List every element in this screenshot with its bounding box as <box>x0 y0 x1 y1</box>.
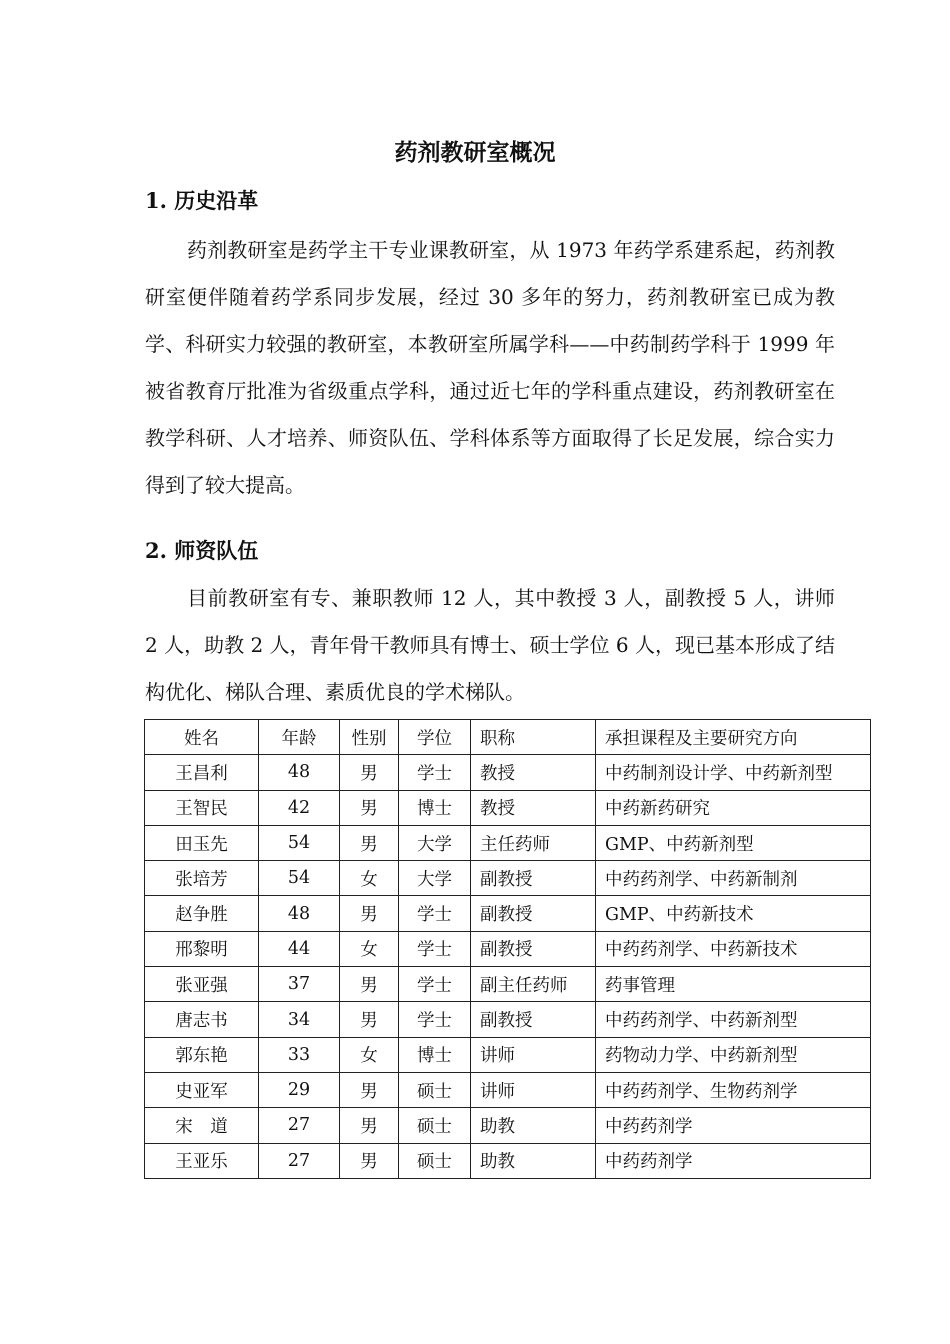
cell-name: 王昌利 <box>145 755 259 790</box>
cell-degree: 硕士 <box>399 1108 471 1143</box>
cell-age: 44 <box>259 931 340 966</box>
cell-age: 54 <box>259 825 340 860</box>
cell-sex: 男 <box>340 967 399 1002</box>
header-title: 职称 <box>471 720 596 755</box>
cell-title: 副教授 <box>471 931 596 966</box>
header-age: 年龄 <box>259 720 340 755</box>
section-heading-faculty: 2. 师资队伍 <box>145 538 259 563</box>
table-row <box>145 755 871 790</box>
cell-name: 宋 道 <box>145 1108 259 1143</box>
cell-sex: 女 <box>340 1037 399 1072</box>
cell-courses: 中药制剂设计学、中药新剂型 <box>596 755 871 790</box>
cell-sex: 女 <box>340 931 399 966</box>
history-paragraph: 药剂教研室是药学主干专业课教研室，从 1973 年药学系建系起，药剂教研室便伴随着药学系同步发展，经过 30 多年的努力，药剂教研室已成为教学、科研实力较强的教研室，本教研室所属学科——中药制药学科于 1999 年被省教育厅批准为省级重点学科，通过近七年的学科重点建设，药剂教研室在教学科研、人才培养、师资队伍、学科体系等方面取得了长足发展，综合实力得到了较大提高。 <box>145 238 835 497</box>
cell-title: 讲师 <box>471 1072 596 1107</box>
cell-name: 王亚乐 <box>145 1143 259 1178</box>
cell-degree: 学士 <box>399 1002 471 1037</box>
header-name: 姓名 <box>145 720 259 755</box>
cell-title: 助教 <box>471 1108 596 1143</box>
table-row <box>145 931 871 966</box>
table-row <box>145 1143 871 1178</box>
cell-title: 助教 <box>471 1143 596 1178</box>
table-row <box>145 896 871 931</box>
table-row <box>145 1037 871 1072</box>
cell-age: 29 <box>259 1072 340 1107</box>
header-sex: 性别 <box>340 720 399 755</box>
cell-title: 副教授 <box>471 861 596 896</box>
cell-sex: 男 <box>340 825 399 860</box>
cell-sex: 男 <box>340 896 399 931</box>
cell-title: 教授 <box>471 790 596 825</box>
cell-degree: 大学 <box>399 825 471 860</box>
cell-sex: 男 <box>340 1108 399 1143</box>
cell-title: 副教授 <box>471 896 596 931</box>
cell-age: 27 <box>259 1108 340 1143</box>
cell-title: 主任药师 <box>471 825 596 860</box>
header-courses: 承担课程及主要研究方向 <box>596 720 871 755</box>
cell-age: 27 <box>259 1143 340 1178</box>
table-row <box>145 967 871 1002</box>
cell-name: 赵争胜 <box>145 896 259 931</box>
cell-courses: 中药药剂学、中药新剂型 <box>596 1002 871 1037</box>
header-degree: 学位 <box>399 720 471 755</box>
cell-age: 48 <box>259 755 340 790</box>
cell-name: 张培芳 <box>145 861 259 896</box>
table-header-row <box>145 720 871 755</box>
table-row <box>145 1108 871 1143</box>
cell-name: 唐志书 <box>145 1002 259 1037</box>
cell-courses: 中药药剂学、生物药剂学 <box>596 1072 871 1107</box>
cell-courses: 药事管理 <box>596 967 871 1002</box>
cell-title: 教授 <box>471 755 596 790</box>
table-row <box>145 790 871 825</box>
cell-title: 副教授 <box>471 1002 596 1037</box>
cell-age: 54 <box>259 861 340 896</box>
cell-title: 讲师 <box>471 1037 596 1072</box>
cell-sex: 男 <box>340 790 399 825</box>
cell-age: 37 <box>259 967 340 1002</box>
cell-name: 田玉先 <box>145 825 259 860</box>
cell-sex: 男 <box>340 1143 399 1178</box>
cell-sex: 男 <box>340 1072 399 1107</box>
cell-title: 副主任药师 <box>471 967 596 1002</box>
cell-degree: 博士 <box>399 790 471 825</box>
cell-courses: 药物动力学、中药新剂型 <box>596 1037 871 1072</box>
cell-courses: 中药药剂学、中药新制剂 <box>596 861 871 896</box>
table-row <box>145 825 871 860</box>
cell-name: 郭东艳 <box>145 1037 259 1072</box>
table-row <box>145 861 871 896</box>
cell-courses: 中药药剂学、中药新技术 <box>596 931 871 966</box>
cell-degree: 学士 <box>399 967 471 1002</box>
cell-name: 史亚军 <box>145 1072 259 1107</box>
faculty-paragraph: 目前教研室有专、兼职教师 12 人，其中教授 3 人，副教授 5 人，讲师 2 人，助教 2 人，青年骨干教师具有博士、硕士学位 6 人，现已基本形成了结构优化、梯队合理、素质优良的学术梯队。 <box>145 586 835 704</box>
table-row <box>145 1002 871 1037</box>
page-title: 药剂教研室概况 <box>394 139 556 166</box>
cell-age: 34 <box>259 1002 340 1037</box>
cell-name: 王智民 <box>145 790 259 825</box>
cell-age: 48 <box>259 896 340 931</box>
cell-name: 张亚强 <box>145 967 259 1002</box>
cell-sex: 男 <box>340 1002 399 1037</box>
cell-degree: 硕士 <box>399 1072 471 1107</box>
cell-courses: 中药新药研究 <box>596 790 871 825</box>
cell-courses: 中药药剂学 <box>596 1108 871 1143</box>
cell-degree: 硕士 <box>399 1143 471 1178</box>
cell-degree: 大学 <box>399 861 471 896</box>
cell-sex: 男 <box>340 755 399 790</box>
cell-sex: 女 <box>340 861 399 896</box>
cell-degree: 学士 <box>399 931 471 966</box>
cell-name: 邢黎明 <box>145 931 259 966</box>
section-heading-history: 1. 历史沿革 <box>145 188 259 213</box>
cell-degree: 博士 <box>399 1037 471 1072</box>
cell-degree: 学士 <box>399 896 471 931</box>
cell-courses: 中药药剂学 <box>596 1143 871 1178</box>
cell-degree: 学士 <box>399 755 471 790</box>
cell-age: 42 <box>259 790 340 825</box>
cell-courses: GMP、中药新技术 <box>596 896 871 931</box>
cell-courses: GMP、中药新剂型 <box>596 825 871 860</box>
faculty-table <box>144 719 871 1179</box>
cell-age: 33 <box>259 1037 340 1072</box>
table-row <box>145 1072 871 1107</box>
